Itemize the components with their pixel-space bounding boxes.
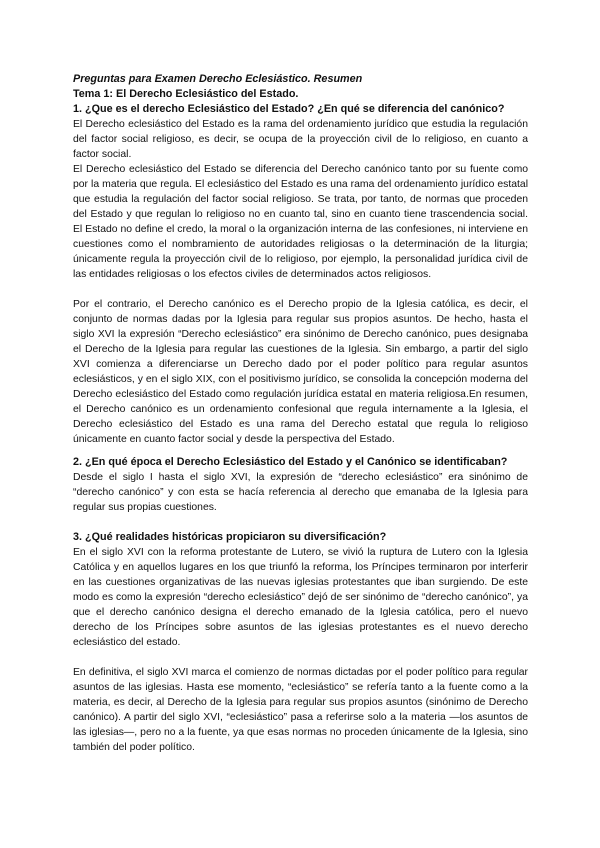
question-3-paragraph: En el siglo XVI con la reforma protestante de Lutero, se vivió la ruptura de Lutero con la Iglesia Católica y en aquellos lugares en los que triunfó la reforma, los Príncipes terminaron por interferir en las cuestiones organizativas de las nuevas iglesias protestantes que iban surgiendo. De este modo es como la expresión “derecho eclesiástico” dejó de ser sinónimo de “derecho canónico”, ya que el derecho canónico designa el derecho emanado de la Iglesia católica, pero el nuevo derecho de los Príncipes sobre asuntos de las iglesias protestantes es el nuevo derecho eclesiástico del estado. [73,547,528,648]
question-2-heading: 2. ¿En qué época el Derecho Eclesiástico del Estado y el Canónico se identificaban? [73,456,508,468]
question-1-paragraph: El Derecho eclesiástico del Estado es la rama del ordenamiento jurídico que estudia la regulación del factor social religioso, es decir, se ocupa de la proyección civil de lo religioso, en cuanto a factor social. [73,119,528,160]
question-3-heading: 3. ¿Qué realidades históricas propiciaron su diversificación? [73,531,387,543]
question-3-paragraph: En definitiva, el siglo XVI marca el comienzo de normas dictadas por el poder político para regular asuntos de las iglesias. Hasta ese momento, “eclesiástico” se refería tanto a la fuente como a la materia, es decir, al Derecho de la Iglesia para regular sus propios asuntos (sinónimo de Derecho canónico). A partir del siglo XVI, “eclesiástico” pasa a referirse solo a la materia —los asuntos de las iglesias—, pero no a la fuente, ya que esas normas no proceden únicamente de la Iglesia, sino también del poder político. [73,667,528,753]
question-1-heading: 1. ¿Que es el derecho Eclesiástico del Estado? ¿En qué se diferencia del canónico? [73,103,505,115]
question-1-paragraph: El Derecho eclesiástico del Estado se diferencia del Derecho canónico tanto por su fuente como por la materia que regula. El eclesiástico del Estado es una rama del ordenamiento jurídico estatal que estudia la regulación del factor social religioso. Se trata, por tanto, de normas que proceden del Estado y que regulan lo religioso no en cuanto tal, sino en cuanto tiene trascendencia social. El Estado no define el credo, la moral o la organización interna de las confesiones, ni interviene en cuestiones como el nombramiento de autoridades religiosas o la determinación de la liturgia; únicamente regula la proyección civil de lo religioso, por ejemplo, la personalidad jurídica civil de las entidades religiosas o los efectos civiles de determinados actos religiosos. [73,164,528,280]
document-title: Preguntas para Examen Derecho Eclesiástico. Resumen [73,73,363,85]
question-1-paragraph: Por el contrario, el Derecho canónico es el Derecho propio de la Iglesia católica, es decir, el conjunto de normas dadas por la Iglesia para regular sus propios asuntos. De hecho, hasta el siglo XVI la expresión “Derecho eclesiástico” era sinónimo de Derecho canónico, pues designaba el Derecho de la Iglesia para regular las cuestiones de la Iglesia. Sin embargo, a partir del siglo XVI comienza a diferenciarse un Derecho dado por el poder político para regular asuntos eclesiásticos, y en el siglo XIX, con el positivismo jurídico, se consolida la concepción moderna del Derecho eclesiástico del Estado como regulación jurídica estatal en materia religiosa.En resumen, el Derecho canónico es un ordenamiento confesional que regula internamente a la Iglesia, el Derecho eclesiástico del Estado es una rama del Derecho estatal que regula lo religioso únicamente en cuanto factor social y desde la perspectiva del Estado. [73,299,528,445]
topic-heading: Tema 1: El Derecho Eclesiástico del Estado. [73,88,299,100]
question-2-paragraph: Desde el siglo I hasta el siglo XVI, la expresión de “derecho eclesiástico” era sinónimo de “derecho canónico” y con esta se hacía referencia al derecho que emanaba de la Iglesia para regular sus propias cuestiones. [73,472,528,513]
